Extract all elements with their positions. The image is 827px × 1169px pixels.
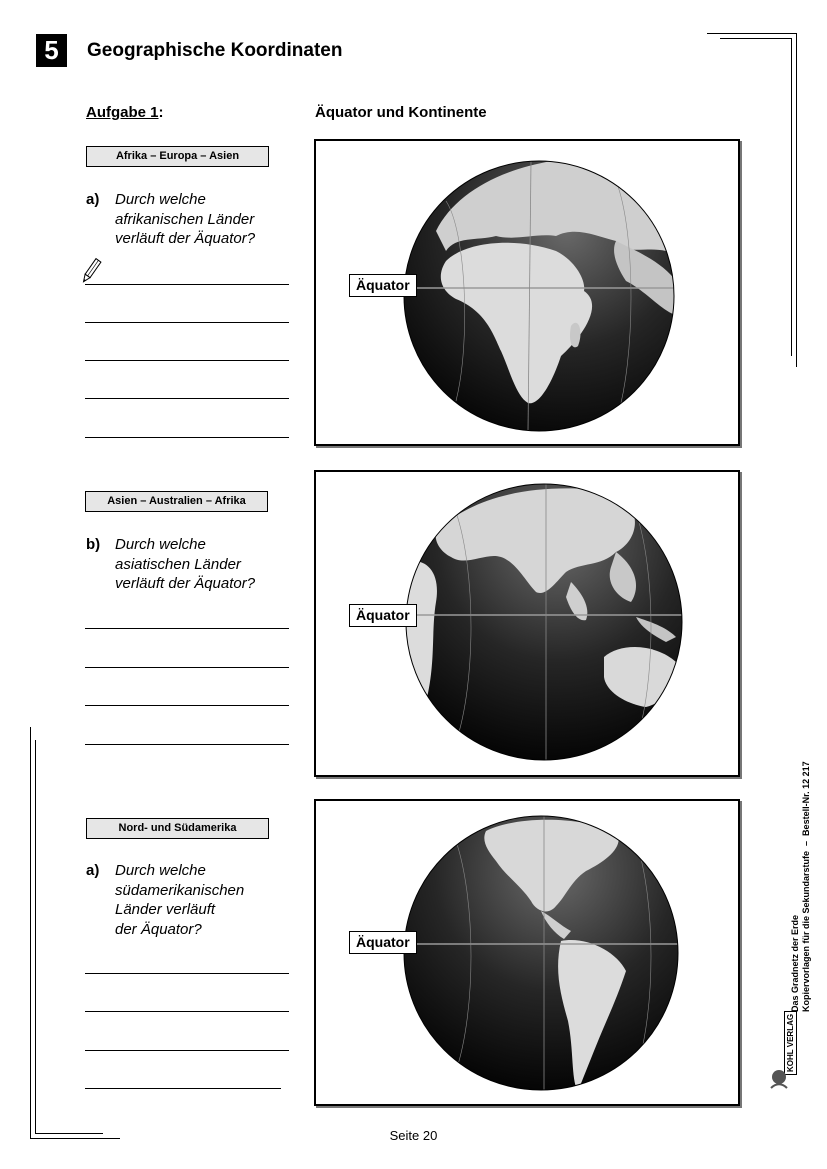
answer-line[interactable] [85,744,289,745]
region-label-north-south-america: Nord- und Südamerika [86,818,269,839]
answer-line[interactable] [85,1088,281,1089]
question-b [86,535,296,595]
equator-label: Äquator [349,931,417,954]
equator-label: Äquator [349,604,417,627]
answer-line[interactable] [85,1011,289,1012]
answer-line[interactable] [85,705,289,706]
region-label-africa-europe-asia: Afrika – Europa – Asien [86,146,269,167]
frame-line [707,33,797,34]
frame-line [30,727,31,1138]
answer-line[interactable] [85,667,289,668]
section-number-badge: 5 [36,34,67,67]
page-footer: Seite 20 [389,1128,438,1143]
answer-line[interactable] [85,360,289,361]
frame-line [720,38,792,39]
globe-panel-america [314,799,740,1106]
page-title: Geographische Koordinaten [87,40,343,61]
question-text: Durch welche asiatischen Länder verläuft der Äquator? [115,536,256,592]
answer-line[interactable] [85,973,289,974]
question-text: Durch welche südamerikanischen Länder verläuft der Äquator? [115,862,245,938]
question-text: Durch welche afrikanischen Länder verläuft der Äquator? [115,191,256,247]
answer-line[interactable] [85,1050,289,1051]
frame-line [796,33,797,367]
frame-line [35,740,36,1133]
question-letter: a) [86,191,100,208]
sidebar-publication-info: Das Gradnetz der Erde Kopiervorlagen für die Sekundarstufe – Bestell-Nr. 12 217 [790,761,811,1012]
answer-line[interactable] [85,628,289,629]
publisher-name: KOHL VERLAG [784,1011,797,1075]
question-letter: b) [86,536,101,553]
frame-line [791,38,792,356]
equator-label: Äquator [349,274,417,297]
task-heading: Aufgabe 1: [86,104,164,121]
globe-heading: Äquator und Kontinente [315,104,487,121]
globe-panel-asia [314,470,740,777]
region-label-asia-australia-africa: Asien – Australien – Afrika [85,491,268,512]
answer-line[interactable] [85,284,289,285]
question-letter: a) [86,862,100,879]
globe-panel-africa [314,139,740,446]
question-c [86,861,296,941]
answer-line[interactable] [85,322,289,323]
pencil-icon [80,256,102,286]
answer-line[interactable] [85,437,289,438]
publisher-logo [768,1068,790,1090]
answer-line[interactable] [85,398,289,399]
question-a [86,190,296,250]
